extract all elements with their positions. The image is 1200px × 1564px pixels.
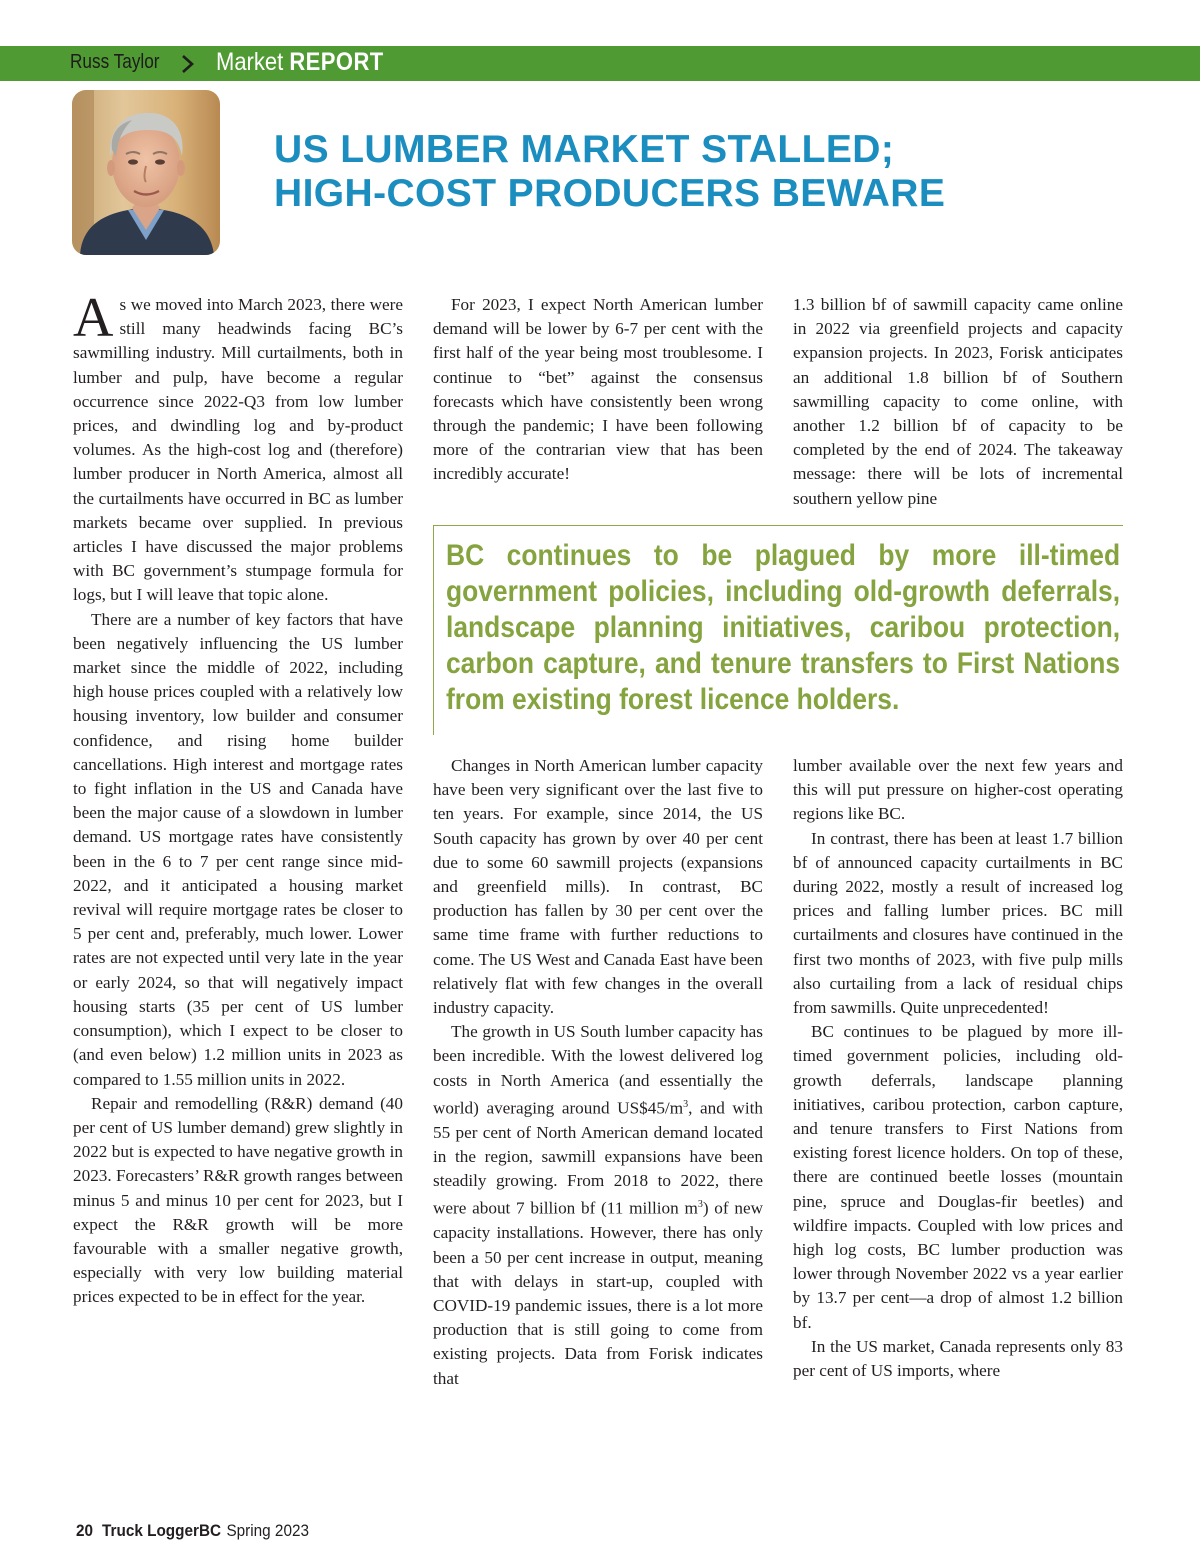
issue-label: Spring 2023 — [226, 1521, 309, 1540]
article-column-3-bottom — [793, 754, 1123, 1383]
paragraph: In contrast, there has been at least 1.7 billion bf of announced capacity curtailments in BC during 2022, mostly a result of increased log prices and falling lumber prices. BC mill curtailments and closures have continued in the first two months of 2023, with five pulp mills also curtailing from a lack of residual chips from sawmills. Quite unprecedented! — [793, 828, 1123, 1018]
superscript: 3 — [683, 1098, 689, 1110]
paragraph: For 2023, I expect North American lumber demand will be lower by 6-7 per cent with the first half of the year being most troublesome. I continue to “bet” against the consensus forecasts which have consistently been wrong through the pandemic; I have been following more of the contrarian view that has been incredibly accurate! — [433, 295, 763, 484]
page-footer — [76, 1521, 309, 1541]
paragraph: In the US market, Canada represents only 83 per cent of US imports, where — [793, 1336, 1123, 1381]
article-column-3-top — [793, 293, 1123, 511]
section-title — [216, 48, 384, 77]
paragraph-text: s we moved into March 2023, there were still many headwinds facing BC’s sawmilling industry. Mill curtailments, both in lumber and pulp, have become a regular occurrence since 2022-Q3 from low lumber prices, and dwindling log and by-product volumes. As the high-cost log and (therefore) lumber producer in North America, almost all the curtailments have occurred in BC as lumber markets became over supplied. In previous articles I have discussed the major problems with BC government’s stumpage formula for logs, but I will leave that topic alone. — [73, 295, 403, 605]
article-column-2-top — [433, 293, 763, 487]
paragraph: 1.3 billion bf of sawmill capacity came online in 2022 via greenfield projects and capacity expansion projects. In 2023, Forisk anticipates an additional 1.8 billion bf of Southern sawmilling capacity to come online, with another 1.2 billion bf of capacity to be completed by the end of 2024. The takeaway message: there will be lots of incremental southern yellow pine — [793, 295, 1123, 508]
article-column-2-bottom — [433, 754, 763, 1391]
chevron-right-icon — [178, 54, 198, 74]
paragraph: Repair and remodelling (R&R) demand (40 per cent of US lumber demand) grew slightly in 2022 but is expected to have negative growth in 2023. Forecasters’ R&R growth ranges between minus 5 and minus 10 per cent for 2023, but I expect the R&R growth will be more favourable with a smaller negative growth, especially with very low building material prices expected to be in effect for the year. — [73, 1093, 403, 1307]
section-title-bold: REPORT — [289, 48, 384, 76]
page-number: 20 — [76, 1521, 94, 1540]
superscript: 3 — [697, 1199, 703, 1211]
paragraph: lumber available over the next few years and this will put pressure on higher-cost operating regions like BC. — [793, 756, 1123, 824]
drop-cap: A — [73, 287, 114, 349]
paragraph: BC continues to be plagued by more ill-timed government policies, including old-growth deferrals, landscape planning initiatives, caribou protection, carbon capture, and tenure transfers to First Nations from existing forest licence holders. On top of these, there are continued beetle losses (mountain pine, spruce and Douglas-fir beetles) and wildfire impacts. Coupled with low prices and high log costs, BC lumber production was lower through November 2022 vs a year earlier by 13.7 per cent—a drop of almost 1.2 billion bf. — [793, 1022, 1123, 1332]
pull-quote — [433, 525, 1123, 735]
article-headline — [274, 128, 1154, 216]
section-title-light: Market — [216, 48, 284, 76]
magazine-name: Truck LoggerBC — [102, 1521, 222, 1540]
paragraph — [433, 1020, 763, 1391]
author-photo — [72, 90, 220, 255]
paragraph-text: , and with 55 per cent of North American demand located in the region, sawmill expansions have been steadily growing. From 2018 to 2022, there were about 7 billion bf (11 million m — [433, 1098, 763, 1219]
paragraph: Changes in North American lumber capacity have been very significant over the last five to ten years. For example, since 2014, the US South capacity has grown by over 40 per cent due to some 60 sawmill projects (expansions and greenfield mills). In contrast, BC production has fallen by 30 per cent over the same time frame with further reductions to come. The US West and Canada East have been relatively flat with few changes in the overall industry capacity. — [433, 756, 763, 1018]
pull-quote-text: BC continues to be plagued by more ill-timed government policies, including old-growth deferrals, landscape planning initiatives, caribou protection, carbon capture, and tenure transfers to First Nations from existing forest licence holders. — [446, 539, 1121, 716]
headline-line-1: US LUMBER MARKET STALLED; — [274, 128, 895, 171]
section-banner — [0, 46, 1200, 81]
headline-line-2: HIGH-COST PRODUCERS BEWARE — [274, 172, 946, 215]
author-name: Russ Taylor — [70, 51, 160, 73]
paragraph — [73, 287, 403, 608]
paragraph-text: ) of new capacity installations. However, there has only been a 50 per cent increase in output, meaning that with delays in start-up, coupled with COVID-19 pandemic issues, there is a lot more production that is still going to come from existing projects. Data from Forisk indicates that — [433, 1199, 763, 1388]
article-column-1 — [73, 287, 403, 1310]
paragraph-text: The growth in US South lumber capacity has been incredible. With the lowest delivered log costs in North America (and essentially the world) averaging around US$45/m — [433, 1022, 763, 1118]
paragraph: There are a number of key factors that have been negatively influencing the US lumber market since the middle of 2022, including high house prices coupled with a relatively low housing inventory, low builder and consumer confidence, and rising home builder cancellations. High interest and mortgage rates to fight inflation in the US and Canada have been the major cause of a slowdown in lumber demand. US mortgage rates have consistently been in the 6 to 7 per cent range since mid-2022, and it anticipated a housing market revival will require mortgage rates be closer to 5 per cent and, preferably, much lower. Lower rates are not expected until very late in the year or early 2024, so that will negatively impact housing starts (35 per cent of US lumber consumption), which I expect to be closer to (and even below) 1.2 million units in 2023 as compared to 1.55 million units in 2022. — [73, 609, 403, 1089]
